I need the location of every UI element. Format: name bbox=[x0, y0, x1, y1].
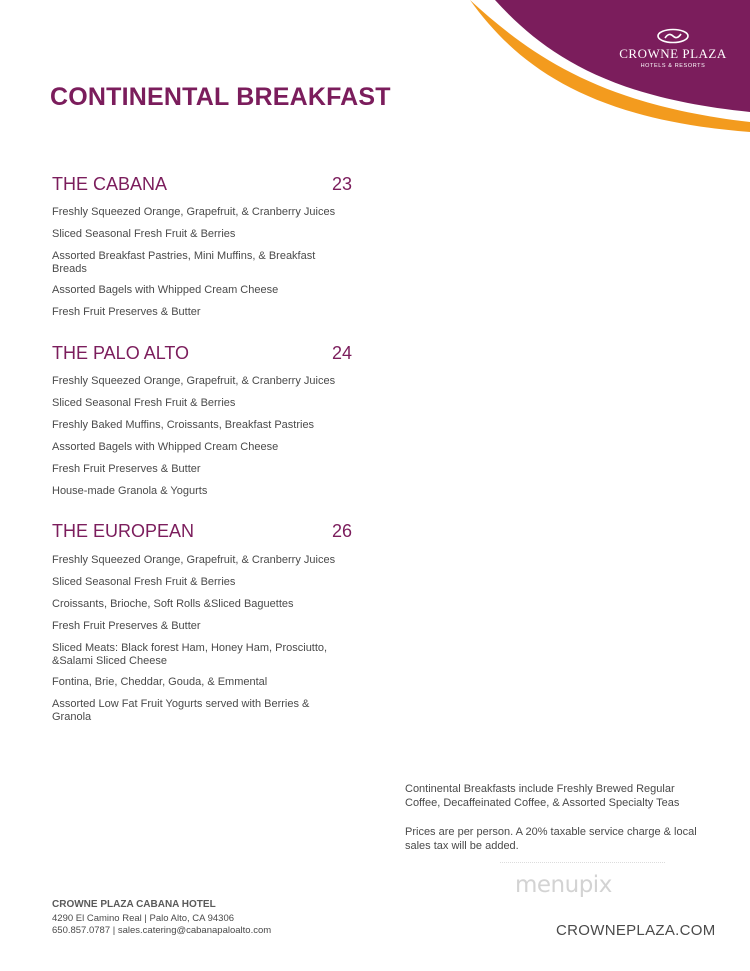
menu-item: Fresh Fruit Preserves & Butter bbox=[52, 306, 201, 318]
section-heading-cabana bbox=[52, 174, 352, 195]
section-name: THE EUROPEAN bbox=[52, 521, 195, 541]
section-price: 26 bbox=[331, 521, 352, 541]
crowne-plaza-logo bbox=[618, 28, 728, 69]
website-link[interactable]: CROWNEPLAZA.COM bbox=[556, 922, 716, 939]
brand-name: CROWNE PLAZA bbox=[619, 46, 727, 61]
menupix-watermark: menupix bbox=[515, 872, 612, 898]
menu-item: Fontina, Brie, Cheddar, Gouda, & Emmental bbox=[52, 676, 268, 688]
section-price: 23 bbox=[331, 174, 352, 194]
section-heading-palo-alto bbox=[52, 343, 352, 364]
menu-item: Croissants, Brioche, Soft Rolls &Sliced Baguettes bbox=[52, 598, 294, 610]
menu-item: Freshly Baked Muffins, Croissants, Breakfast Pastries bbox=[52, 419, 315, 431]
section-name: THE CABANA bbox=[52, 174, 168, 194]
menu-item: Fresh Fruit Preserves & Butter bbox=[52, 620, 201, 632]
coffee-note: Continental Breakfasts include Freshly Brewed Regular Coffee, Decaffeinated Coffee, & Assorted Specialty Teas bbox=[405, 783, 680, 809]
menu-item: Assorted Low Fat Fruit Yogurts served with Berries & Granola bbox=[52, 698, 310, 723]
menu-item: Freshly Squeezed Orange, Grapefruit, & Cranberry Juices bbox=[52, 206, 336, 218]
menu-item: Assorted Bagels with Whipped Cream Cheese bbox=[52, 284, 279, 296]
menu-item: Freshly Squeezed Orange, Grapefruit, & Cranberry Juices bbox=[52, 375, 336, 387]
crown-mark-icon bbox=[656, 28, 690, 44]
header-swoosh bbox=[0, 0, 750, 140]
menu-item: Sliced Seasonal Fresh Fruit & Berries bbox=[52, 576, 236, 588]
pricing-note: Prices are per person. A 20% taxable service charge & local sales tax will be added. bbox=[405, 826, 697, 852]
menu-item: House-made Granola & Yogurts bbox=[52, 485, 208, 497]
footer-address: 4290 El Camino Real | Palo Alto, CA 94306 bbox=[52, 913, 235, 924]
menu-item: Sliced Seasonal Fresh Fruit & Berries bbox=[52, 228, 236, 240]
footer-contact: 650.857.0787 | sales.catering@cabanapaloalto.com bbox=[52, 925, 272, 936]
section-name: THE PALO ALTO bbox=[52, 343, 190, 363]
menu-item: Sliced Meats: Black forest Ham, Honey Ham, Prosciutto, &Salami Sliced Cheese bbox=[52, 642, 328, 667]
section-price: 24 bbox=[331, 343, 352, 363]
menu-item: Assorted Breakfast Pastries, Mini Muffins, & Breakfast Breads bbox=[52, 250, 316, 275]
menu-item: Fresh Fruit Preserves & Butter bbox=[52, 463, 201, 475]
section-heading-european bbox=[52, 521, 352, 542]
menu-item: Assorted Bagels with Whipped Cream Cheese bbox=[52, 441, 279, 453]
footer-hotel-name: CROWNE PLAZA CABANA HOTEL bbox=[52, 899, 216, 910]
menu-item: Freshly Squeezed Orange, Grapefruit, & Cranberry Juices bbox=[52, 554, 336, 566]
menu-item: Sliced Seasonal Fresh Fruit & Berries bbox=[52, 397, 236, 409]
page-title: CONTINENTAL BREAKFAST bbox=[50, 83, 391, 111]
watermark-rule bbox=[500, 862, 665, 863]
brand-subtitle: HOTELS & RESORTS bbox=[640, 63, 706, 69]
